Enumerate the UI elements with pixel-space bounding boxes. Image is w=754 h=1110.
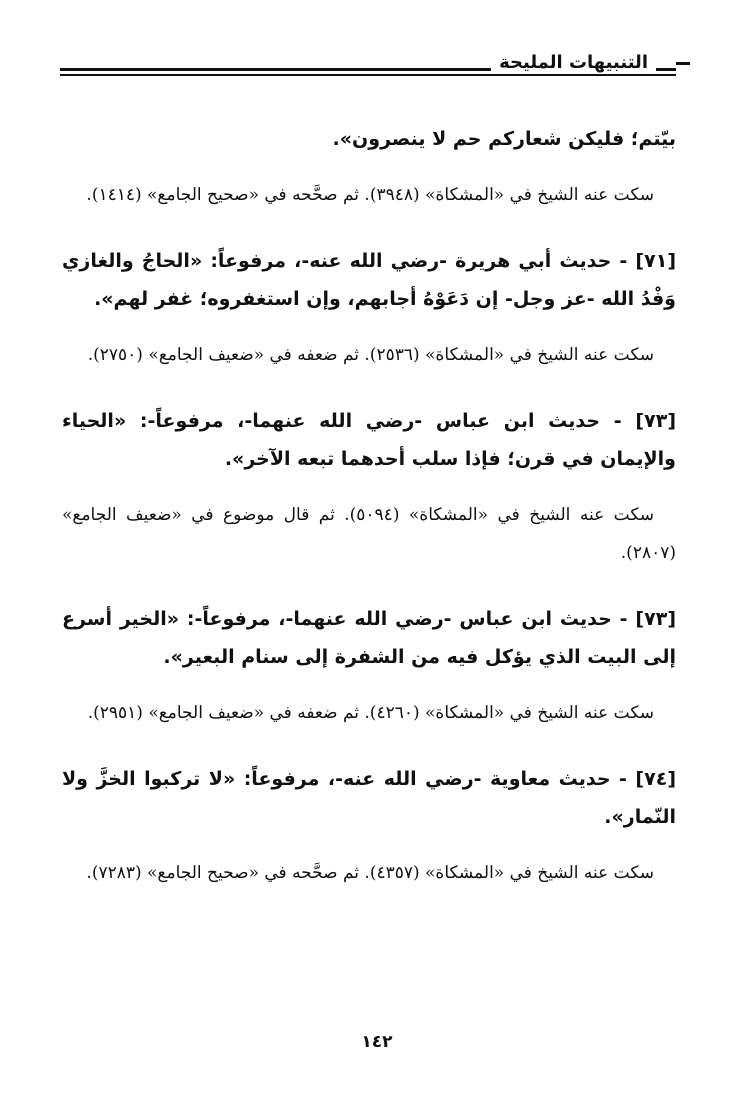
takhrij-note: سكت عنه الشيخ في «المشكاة» (٢٥٣٦). ثم ضعفه في «ضعيف الجامع» (٢٧٥٠). bbox=[87, 345, 654, 365]
takhrij-note: سكت عنه الشيخ في «المشكاة» (٤٣٥٧). ثم صحَّحه في «صحيح الجامع» (٧٢٨٣). bbox=[86, 863, 654, 883]
hadith-entry bbox=[62, 402, 676, 478]
running-header bbox=[60, 50, 676, 80]
takhrij-note: سكت عنه الشيخ في «المشكاة» (٤٢٦٠). ثم ضعفه في «ضعيف الجامع» (٢٩٥١). bbox=[87, 703, 654, 723]
hadith-number: [٧١] bbox=[635, 250, 676, 272]
hadith-entry bbox=[62, 242, 676, 318]
hadith-text-continued: بيّتم؛ فليكن شعاركم حم لا ينصرون». bbox=[332, 128, 676, 150]
header-rule-bottom bbox=[60, 74, 676, 76]
hadith-text: - حديث ابن عباس -رضي الله عنهما-، مرفوعاً-: «الخير أسرع إلى البيت الذي يؤكل فيه من الشفرة إلى سنام البعير». bbox=[62, 608, 676, 668]
book-title: التنبيهات المليحة bbox=[491, 52, 656, 73]
takhrij-note: سكت عنه الشيخ في «المشكاة» (٣٩٤٨). ثم صحَّحه في «صحيح الجامع» (١٤١٤). bbox=[86, 185, 654, 205]
hadith-entry bbox=[62, 600, 676, 676]
hadith-text: - حديث أبي هريرة -رضي الله عنه-، مرفوعاً: «الحاجُ والغازي وَفْدُ الله -عز وجل- إن دَعَوْهُ أجابهم، وإن استغفروه؛ غفر لهم». bbox=[62, 250, 676, 310]
hadith-number: [٧٣] bbox=[635, 608, 676, 630]
hadith-number: [٧٤] bbox=[635, 768, 676, 790]
hadith-text: - حديث ابن عباس -رضي الله عنهما-، مرفوعاً-: «الحياء والإيمان في قرن؛ فإذا سلب أحدهما تبعه الآخر». bbox=[62, 410, 676, 470]
hadith-text: - حديث معاوية -رضي الله عنه-، مرفوعاً: «لا تركبوا الخزَّ ولا النّمار». bbox=[62, 768, 676, 828]
page-number: ١٤٢ bbox=[361, 1032, 393, 1052]
hadith-number: [٧٣] bbox=[635, 410, 676, 432]
header-dash bbox=[676, 62, 690, 65]
page-body bbox=[62, 120, 676, 892]
takhrij-note: سكت عنه الشيخ في «المشكاة» (٥٠٩٤). ثم قال موضوع في «ضعيف الجامع» (٢٨٠٧). bbox=[62, 505, 676, 563]
hadith-entry bbox=[62, 760, 676, 836]
